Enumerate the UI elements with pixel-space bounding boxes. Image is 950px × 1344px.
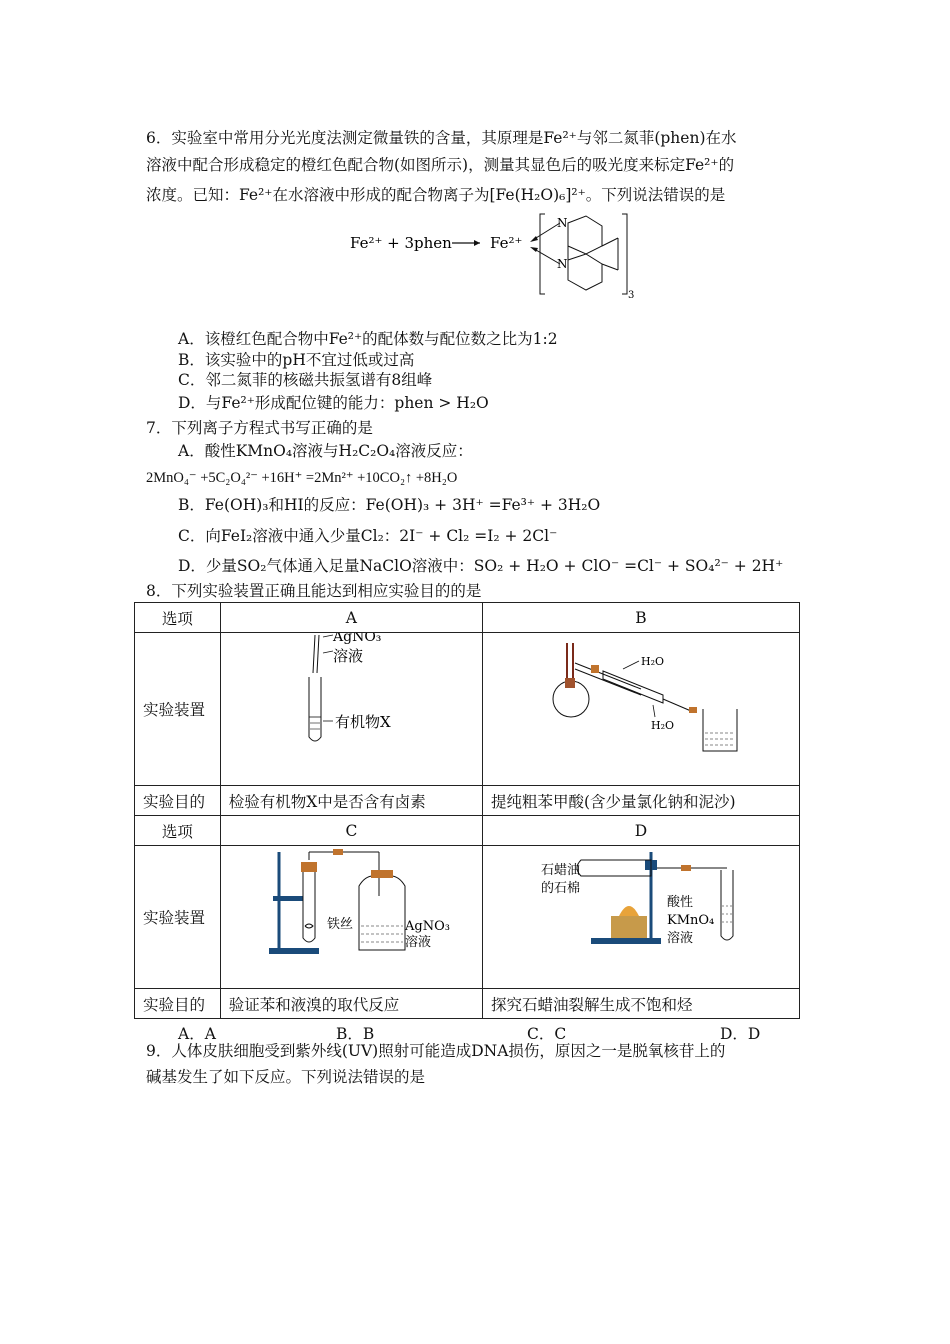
table-row	[135, 816, 800, 846]
purpose-d: 探究石蜡油裂解生成不饱和烃	[483, 989, 800, 1019]
apparatus-b-image	[491, 633, 791, 781]
q8-stem: 8．下列实验装置正确且能达到相应实验目的的是	[146, 582, 482, 600]
setup-a-cell	[220, 633, 482, 786]
q6-option-d: D．与Fe²⁺形成配位键的能力：phen > H₂O	[178, 394, 489, 412]
col-d-header: D	[483, 816, 800, 846]
table-row	[135, 786, 800, 816]
q7-option-b: B．Fe(OH)₃和HI的反应：Fe(OH)₃ + 3H⁺ =Fe³⁺ + 3H₂O	[178, 496, 601, 514]
q9-line2: 碱基发生了如下反应。下列说法错误的是	[146, 1068, 426, 1086]
apparatus-a-image	[229, 633, 459, 781]
col-a-header: A	[220, 603, 482, 633]
q7-option-c: C．向FeI₂溶液中通入少量Cl₂：2I⁻ + Cl₂ =I₂ + 2Cl⁻	[178, 527, 558, 545]
q6-option-a: A．该橙红色配合物中Fe²⁺的配体数与配位数之比为1:2	[178, 330, 558, 348]
apparatus-d-image	[491, 846, 791, 984]
q8-choice-b: B．B	[336, 1025, 375, 1043]
table-row	[135, 633, 800, 786]
q8-choice-d: D．D	[720, 1025, 761, 1043]
table-row	[135, 846, 800, 989]
reagent-d-solution: 溶液	[667, 931, 694, 946]
q8-table	[134, 602, 800, 1019]
q8-choice-a: A．A	[178, 1025, 216, 1043]
equation-right: Fe²⁺	[490, 234, 523, 252]
atom-n-bottom: N	[557, 257, 568, 271]
table-row	[135, 603, 800, 633]
reagent-d-acidic: 酸性	[667, 895, 694, 910]
q7-option-d: D．少量SO₂气体通入足量NaClO溶液中：SO₂ + H₂O + ClO⁻ =Cl⁻ + SO₄²⁻ + 2H⁺	[178, 557, 784, 575]
reagent-a-name: AgNO₃	[332, 633, 382, 645]
phen-complex-diagram	[340, 208, 650, 308]
setup-label: 实验装置	[135, 846, 221, 989]
iron-wire-label: 铁丝	[326, 917, 353, 932]
subscript-3: 3	[628, 290, 635, 301]
q6-option-c: C．邻二氮菲的核磁共振氢谱有8组峰	[178, 371, 433, 389]
setup-c-cell	[220, 846, 482, 989]
header-label: 选项	[135, 603, 221, 633]
header-label: 选项	[135, 816, 221, 846]
purpose-label: 实验目的	[135, 989, 221, 1019]
paraffin-oil-label: 石蜡油	[541, 863, 581, 878]
purpose-a: 检验有机物X中是否含有卤素	[220, 786, 482, 816]
water-out-label: H₂O	[641, 655, 665, 668]
q9-line1: 9．人体皮肤细胞受到紫外线(UV)照射可能造成DNA损伤，原因之一是脱氧核苷上的	[146, 1042, 726, 1060]
reagent-a-solution: 溶液	[332, 647, 363, 665]
equation-left: Fe²⁺ + 3phen	[350, 234, 452, 252]
setup-b-cell	[483, 633, 800, 786]
col-b-header: B	[483, 603, 800, 633]
purpose-c: 验证苯和液溴的取代反应	[220, 989, 482, 1019]
q7-option-a: A．酸性KMnO₄溶液与H₂C₂O₄溶液反应：	[178, 442, 473, 460]
col-c-header: C	[220, 816, 482, 846]
purpose-b: 提纯粗苯甲酸(含少量氯化钠和泥沙)	[483, 786, 800, 816]
q8-choice-c: C．C	[527, 1025, 567, 1043]
water-in-label: H₂O	[651, 719, 675, 732]
purpose-label: 实验目的	[135, 786, 221, 816]
asbestos-label: 的石棉	[541, 881, 581, 896]
reagent-d-name: KMnO₄	[667, 913, 715, 928]
reagent-c-solution: 溶液	[404, 935, 431, 950]
q7-stem: 7．下列离子方程式书写正确的是	[146, 419, 373, 437]
setup-label: 实验装置	[135, 633, 221, 786]
apparatus-c-image	[229, 846, 459, 984]
q6-line3: 浓度。已知：Fe²⁺在水溶液中形成的配合物离子为[Fe(H₂O)₆]²⁺。下列说法错误的是	[146, 186, 726, 204]
q6-line1: 6．实验室中常用分光光度法测定微量铁的含量，其原理是Fe²⁺与邻二氮菲(phen)在水	[146, 129, 737, 147]
table-row	[135, 989, 800, 1019]
q7-option-a-equation: 2MnO₄⁻ +5C₂O₄²⁻ +16H⁺ =2Mn²⁺ +10CO₂↑ +8H₂O	[146, 470, 458, 486]
atom-n-top: N	[557, 216, 568, 230]
q6-line2: 溶液中配合形成稳定的橙红色配合物(如图所示)，测量其显色后的吸光度来标定Fe²⁺的	[146, 156, 735, 174]
reagent-c-name: AgNO₃	[404, 919, 450, 934]
setup-d-cell	[483, 846, 800, 989]
q6-option-b: B．该实验中的pH不宜过低或过高	[178, 351, 415, 369]
sample-x-label: 有机物X	[334, 713, 391, 731]
